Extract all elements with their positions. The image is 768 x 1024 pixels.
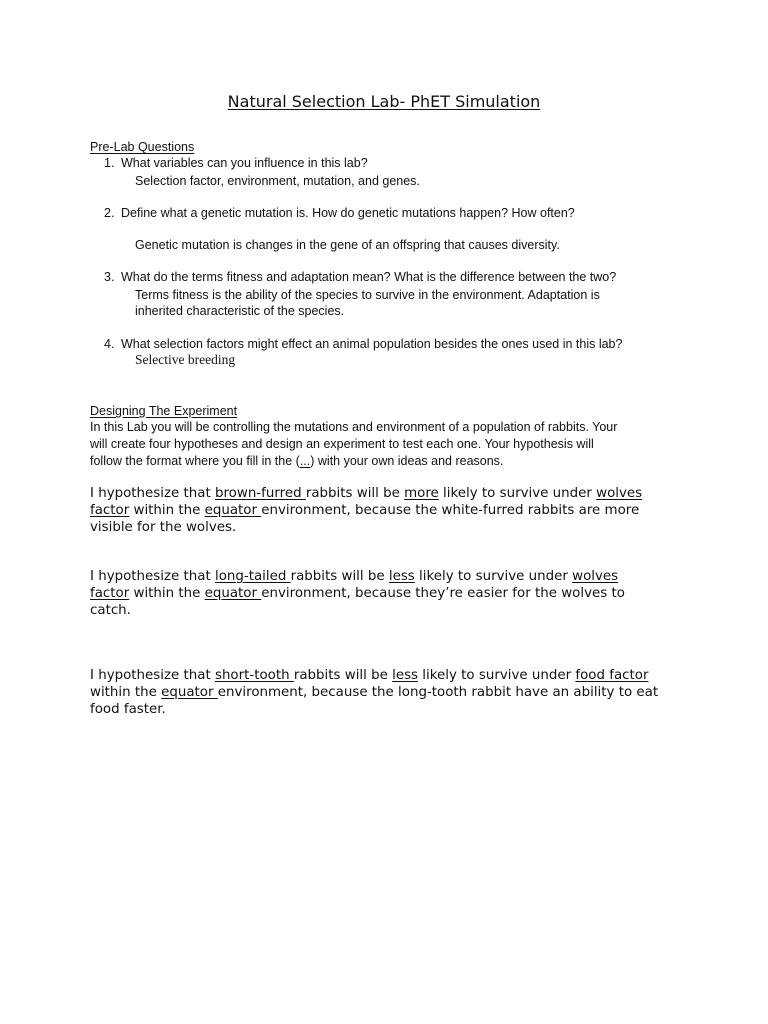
hyp-text: rabbits will be: [293, 668, 393, 683]
hypothesis-1: [90, 485, 690, 536]
hypothesis-3-line3: food faster.: [90, 702, 166, 717]
hyp-text: within the: [90, 685, 162, 700]
hyp-environment: equator: [161, 685, 218, 700]
hyp-trait: short-tooth: [214, 668, 294, 683]
q3-question: What do the terms fitness and adaptation mean? What is the difference between the two?: [121, 270, 617, 284]
prelab-heading: Pre-Lab Questions: [90, 140, 195, 154]
q4-question: What selection factors might effect an animal population besides the ones used in this lab?: [121, 337, 623, 351]
design-heading: Designing The Experiment: [90, 404, 238, 418]
hypothesis-3-line2: [90, 684, 690, 701]
hypothesis-1-line3: visible for the wolves.: [90, 520, 237, 535]
hyp-text: rabbits will be: [305, 486, 405, 501]
hyp-environment: equator: [204, 586, 262, 601]
hyp-factor: factor: [90, 586, 130, 601]
q4-number: 4.: [104, 337, 115, 351]
hyp-text: within the: [129, 503, 205, 518]
hyp-likelihood: less: [388, 569, 415, 584]
design-text-line2: will create four hypotheses and design an experiment to test each one. Your hypothesis will: [90, 437, 594, 451]
design-text-line1: In this Lab you will be controlling the mutations and environment of a population of rabbits. Your: [90, 420, 618, 434]
q2-number: 2.: [104, 206, 115, 220]
design-text-line3-end: ) with your own ideas and reasons.: [310, 454, 504, 468]
q3-answer-line2: inherited characteristic of the species.: [135, 304, 345, 318]
hypothesis-2-line2: [90, 585, 690, 602]
hyp-likelihood: less: [392, 668, 419, 683]
design-text-line3: [90, 453, 503, 469]
design-text-line3-start: follow the format where you fill in the (: [90, 454, 300, 468]
hyp-factor: factor: [90, 503, 130, 518]
q3-number: 3.: [104, 270, 115, 284]
hyp-factor: wolves: [572, 569, 619, 584]
hypothesis-2-line3: catch.: [90, 603, 131, 618]
hyp-text: environment, because the white-furred rabbits are more: [261, 503, 640, 518]
hypothesis-1-line2: [90, 502, 690, 519]
q2-answer: Genetic mutation is changes in the gene of an offspring that causes diversity.: [135, 238, 560, 252]
q3-answer-line1: Terms fitness is the ability of the species to survive in the environment. Adaptation is: [135, 288, 600, 302]
hypothesis-3-line1: [90, 667, 690, 684]
hyp-text: within the: [129, 586, 205, 601]
hyp-text: I hypothesize that: [90, 569, 215, 584]
q1-answer: Selection factor, environment, mutation, and genes.: [135, 174, 420, 188]
hyp-factor: food factor: [575, 668, 649, 683]
hyp-text: I hypothesize that: [90, 668, 215, 683]
hyp-likelihood: more: [404, 486, 439, 501]
page-title: Natural Selection Lab- PhET Simulation: [227, 92, 541, 111]
q2-question: Define what a genetic mutation is. How do genetic mutations happen? How often?: [121, 206, 575, 220]
hyp-trait: long-tailed: [214, 569, 291, 584]
hyp-text: likely to survive under: [438, 486, 597, 501]
hyp-text: rabbits will be: [290, 569, 389, 584]
q4-answer: Selective breeding: [135, 352, 236, 367]
hypothesis-2: [90, 568, 690, 619]
hyp-text: likely to survive under: [414, 569, 573, 584]
hyp-text: environment, because they’re easier for the wolves to: [261, 586, 625, 601]
hyp-factor: wolves: [596, 486, 643, 501]
hypothesis-1-line1: [90, 485, 690, 502]
hypothesis-2-line1: [90, 568, 690, 585]
hyp-text: likely to survive under: [418, 668, 576, 683]
hyp-text: environment, because the long-tooth rabbit have an ability to eat: [217, 685, 659, 700]
hyp-environment: equator: [204, 503, 262, 518]
q1-question: What variables can you influence in this lab?: [121, 156, 368, 170]
hyp-trait: brown-furred: [214, 486, 306, 501]
q1-number: 1.: [104, 156, 115, 170]
hyp-text: I hypothesize that: [90, 486, 215, 501]
design-blank: ...: [299, 454, 311, 468]
hypothesis-3: [90, 667, 690, 718]
